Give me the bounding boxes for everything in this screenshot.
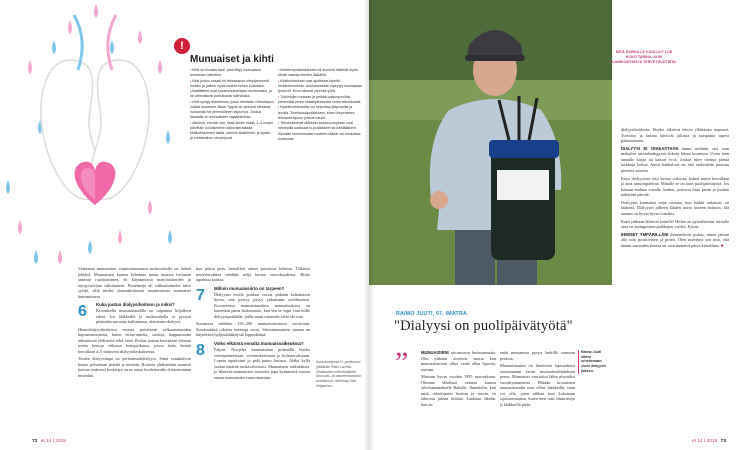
kidney-illustration — [0, 0, 190, 270]
photo-sidenote: Raimo Juuti lähtee urheilemaan usein dialyysin jälkeen. — [578, 350, 610, 374]
promo-badge: MITÄ RAIMOLLE KUULUU? LUE KOKO TARINA JA 50 AJANKOHTAISTA TERVEYSUUTISTA. — [611, 50, 677, 64]
paragraph: dialyysihoidossa. Hoidot alkaivat tehota yllättävän nopeasti. Turvotus ja kutina häviivät jaloista ja taaspaino rupesi palautumaan. — [621, 127, 729, 143]
paragraph: Muistan hyvin vuoden 1995 marraskuun. Olimme lähdössä vaimon kanssa talvilomamatkalle Rukalle. Ihmettelin, kun mitä, urheilumies heräsin ja vetoin, en tahtonut jaksaa hiihtää. Lääkärin lähdin, kun en — [421, 374, 496, 407]
question-title: Voiko elkäistä ennalta munuaisvaikeuksia? — [214, 340, 304, 346]
quote-mark-icon: ” — [395, 346, 409, 379]
question-number: 8 — [196, 341, 205, 359]
infobox-title: Munuaiset ja kihti — [190, 54, 274, 65]
portrait-photo — [369, 0, 612, 285]
paragraph: Toinen dialyysitapa on peritoneaalidialyysi. Siinä vatsakalvon kautta poistetaan jätteitä ja nestettä. Hoitoon yhdistetään monesti kotona sisäisesti keskistyy tarve antaa hoidettavalle elintoiminnan nesteihin. — [78, 356, 191, 378]
paragraph: Kroonisella munuaistaudilla on taipumus hiljalleen edetä. Jos lääkkeillä ja ruokavaliolla ei pystytä pitämään sairautta hallinnassa, aloitetaan dialyysi. — [96, 308, 191, 325]
page-folio — [32, 439, 66, 444]
infobox-item: • Kihti syntyy tilanteessa, jossa elimistön virtsahapon määrä suurenee liikaa. Syynä on yleensä elintavat, ruokavalio tai perinnöllinen taipumus. Joskus taustalla on munuaisten vajaatoiminta. — [190, 100, 274, 120]
infobox-column-1 — [190, 68, 274, 142]
body-column-1 — [78, 266, 191, 380]
infobox-item: • Kihtikohtaukset ovat ajoittaisia kipeitä niveltulehduksia. Uusiutuessaan kipeytyy isovarpaan tyvinivel. Kivut alkavat yleensä yöllä. — [278, 79, 362, 94]
body-column-2 — [500, 350, 575, 410]
paragraph: Dialyysin avulla potilaat voivat pitkään kohtalaisen hyvin, ona pystyy pysyy jatkamaan työelämässä. Kroonisessa munuaistaudissa munuaissiirtoa on kuitenkin paras hoitomuoto, kun sen se sopii vain niille dialyysipotilaille, joilla muut sairaudet eivät ole este. — [214, 291, 310, 319]
man-with-golf-bag-image — [369, 0, 612, 285]
paragraph: Paljon. Nuojelet munuaisiaan pitämällä huolta verenpaineestaan, verensokeristaan ja kolesterolistaan. Lopeta tupakointi ja pidä paino kurissa. Äläkä kyllä suolan määrää ruokavaliossasi. Munuaisten vaikutukset, ja lähtevät munuaisten vaurioita jopa kymmeniä vuosia ennen munuaisten vaurioitumista. — [214, 347, 310, 380]
alert-icon: ! — [174, 38, 190, 54]
question-title: Milloin munuaissiirto on tarpeen? — [214, 285, 285, 291]
infobox-item: • Alkoholi, etenkin olut, lisää kihdin riskiä. 2–4 tuopin päivittäin kuluttaminen kaksinkertaistaa kihtikohtauksen riskiä, samoin sisäelimet, ja sydän- ja metabolinen oireyhtymä. — [190, 121, 274, 141]
page-spine — [364, 0, 374, 450]
infobox-item: • Nesteenpoistolääkkeet eli diureetit lisäävät myös kihdin vaaraa etenkin iäkkäillä. — [278, 68, 362, 78]
magazine-issue: et 14 | 2015 — [692, 439, 718, 444]
paragraph: kuu pitkin peas, hoitaillset aineet poistuvat kehosta. Tällaista nesteenvaihtoa tehdään neljä kertaa vuorokaudessa. Hoito tapahtuu kotona. — [196, 266, 310, 282]
magazine-issue: et 14 | 2015 — [40, 439, 66, 444]
question-title: Kuka joutuu dialyysihoitoon ja miksi? — [96, 302, 175, 307]
infobox-item: • Tehokkaimmat lääkkeet kiuustoonkyksen ovat nesteplilä uaatoaat lo-pulääkkeet tai kihtilääkkeet. Kipeään lumemmoiset mutteen lääkär voi ruiskuttaa kortisonia. — [278, 121, 362, 141]
lead-word: IHMISET YMPÄRILLÄNI — [621, 231, 669, 237]
article-headline: "Dialyysi on puolipäivätyötä" — [394, 318, 573, 334]
body-column-2 — [196, 266, 310, 382]
paragraph: Dialyysin kannattaa ottaa vastaan, kun kaikki ratkaisut, on lääkettä. Dialyysin jälkeen lähden usein toiseen hoitoon. Jää sanaan on hyvin hyvin lomaksi. — [621, 199, 729, 216]
page-number: 72 — [32, 439, 38, 444]
question-number: 7 — [196, 286, 205, 304]
paragraph: enää meinannut pysyä lenkillä vaimoni perässä. — [500, 350, 575, 361]
paragraph: sairastuivat huomaamatta. Olin pitkään oireeton, mutta kun munuaissiirtoni alkoi vetää ollaa lepoota, aurinin. — [421, 350, 496, 372]
end-mark-icon: ■ — [720, 242, 724, 248]
paragraph: ihmettelevät joskus, miten jaksan olla niin positiivinen ja pirteä. Olen miettinyt sen niin, että tämän sairauden kanssa on vain mentävä päivä kerrallaan. — [621, 231, 729, 248]
question-number: 6 — [78, 303, 87, 320]
paragraph: Hemodialyysihoidossa veresta poistetaan valkuaisaineiden hajoamistuotteita, kuten virtsa-ainetta, suoloja, happamuutta aiheuttavia yhdisteitä sekä vettä. Potilas joutuu kuormaan yleensä useita kertoja viikossa hoitopaikassa, joissa hoito kestää kerrallaan 4–5 tuntisesti dialyysikeskuksessa. — [78, 326, 191, 354]
lead-word: MUNUAISIENI — [421, 350, 449, 355]
paragraph: tunnu miltään, sitä vain makailee sairaalasängyssä letkuin kiinni koneessa. Usein luen samalla kirjaa tai katson tv:tä. Joskus tulee otettua pieniä torkkuja hoitoa. Ainoa hankaluus on, että rauhoitettu puuttuu pienistä asioista. — [621, 145, 729, 173]
infobox-item: • Kipeää kihtinivelta voi helpottaa jääpussilla ja levolla. Tulehduskipulääkkeet, kuten ibuprofeeni, tehoavat kipuun joskus varsin. — [278, 105, 362, 120]
expert-caption: Asiantuntijana t.t. professori, ylilääkäri Risto Lachla. Sisätautien erikoislääkäri. Munuais- ja diabeteshoitoon keskittynyt, nefrologi Sari Högström. — [316, 360, 362, 388]
body-column-3 — [621, 127, 729, 437]
infobox-item: • Tulkintojen mukaan ja pelkää paisunpuoliksi pienentää veren uraattipitoisuutta veren tehokkaasti. — [278, 95, 362, 105]
right-page — [369, 0, 738, 450]
person-tag: RAIMO JUUTI, 67, IMATRA — [396, 311, 468, 317]
infobox-column-2 — [278, 68, 362, 142]
page-number: 73 — [720, 439, 726, 444]
paragraph: Suomessa tehdään 150–200 munuaisensiirtoa vuosittain. Siirrännäistä odottaa useampi vuosi. Siirtomunuaisen saanen on käytettävä hyljintälääkitystä loppuikänsä. — [196, 321, 310, 338]
paragraph: Käyn dialyysissa viisi kertaa viikossa, kolme tuntia kerrallaan ja aina samoinpäivinä. Minulle se on kuin puolipäivätyötä. Jos hakaan mahtua vuoalle hoidon, joutuvat lisää perän ja joudun näkäytän päivää. — [621, 175, 729, 198]
paragraph: Vaikeassa munuaisten vajaatoiminnassa ruokavaliolla on tärkeä tehtävä. Munuaisten kuntoa kohentaa muun muassa fosfaatin saannin rajoittaminen, eli käytännössä maitotuotteiden ja täysjyväviljan välttäminen. Proteiineja eli valkuaisaineita tulee syödä, sillä niiden ylenmääräisestä nauttimisesta munuaiset kuormittuvat. — [78, 266, 191, 299]
body-column-1 — [421, 350, 496, 410]
paragraph: Munuaistautini on ilmeisesti lapsuudessa sairastamani lavan munuaistulehduksen perua. Munuaiset vaurioitui lähin nöyttöksi vuosikymmenistä. Pitkään kroonisten munuaistaudin ovat olleet lääkkeillä, vaan voi olla, joten rahkan kun kokonaan sijaisuusraaitaa, kuten teen uusi elinkriisoja ja lääkkeillä pitää. — [500, 363, 575, 407]
infobox-item: • Kihti johtuu uraatti eli virtsahapon kiteytymisestä niveliin ja joskus myös muihin kehon kudoksiin. Uraattikiteet ovat koostumukseltaan neulamaisia, ja ne aiheuttavat voimakasta tulehdusta. — [190, 79, 274, 99]
page-folio — [692, 439, 728, 444]
lead-word: DIALYYSI EI OIKEASTAAN — [621, 145, 679, 151]
infobox-item: • Kihti on kivulias tauti, joka liittyy munuaisen toiminnan häiriöihin. — [190, 68, 274, 78]
paragraph: Kuka jääkaan lähtevät kainilla! Hiihto on pyöräilemme minulle aina on auringoisten paikkojen vuoksi. Kävin. — [621, 218, 729, 230]
